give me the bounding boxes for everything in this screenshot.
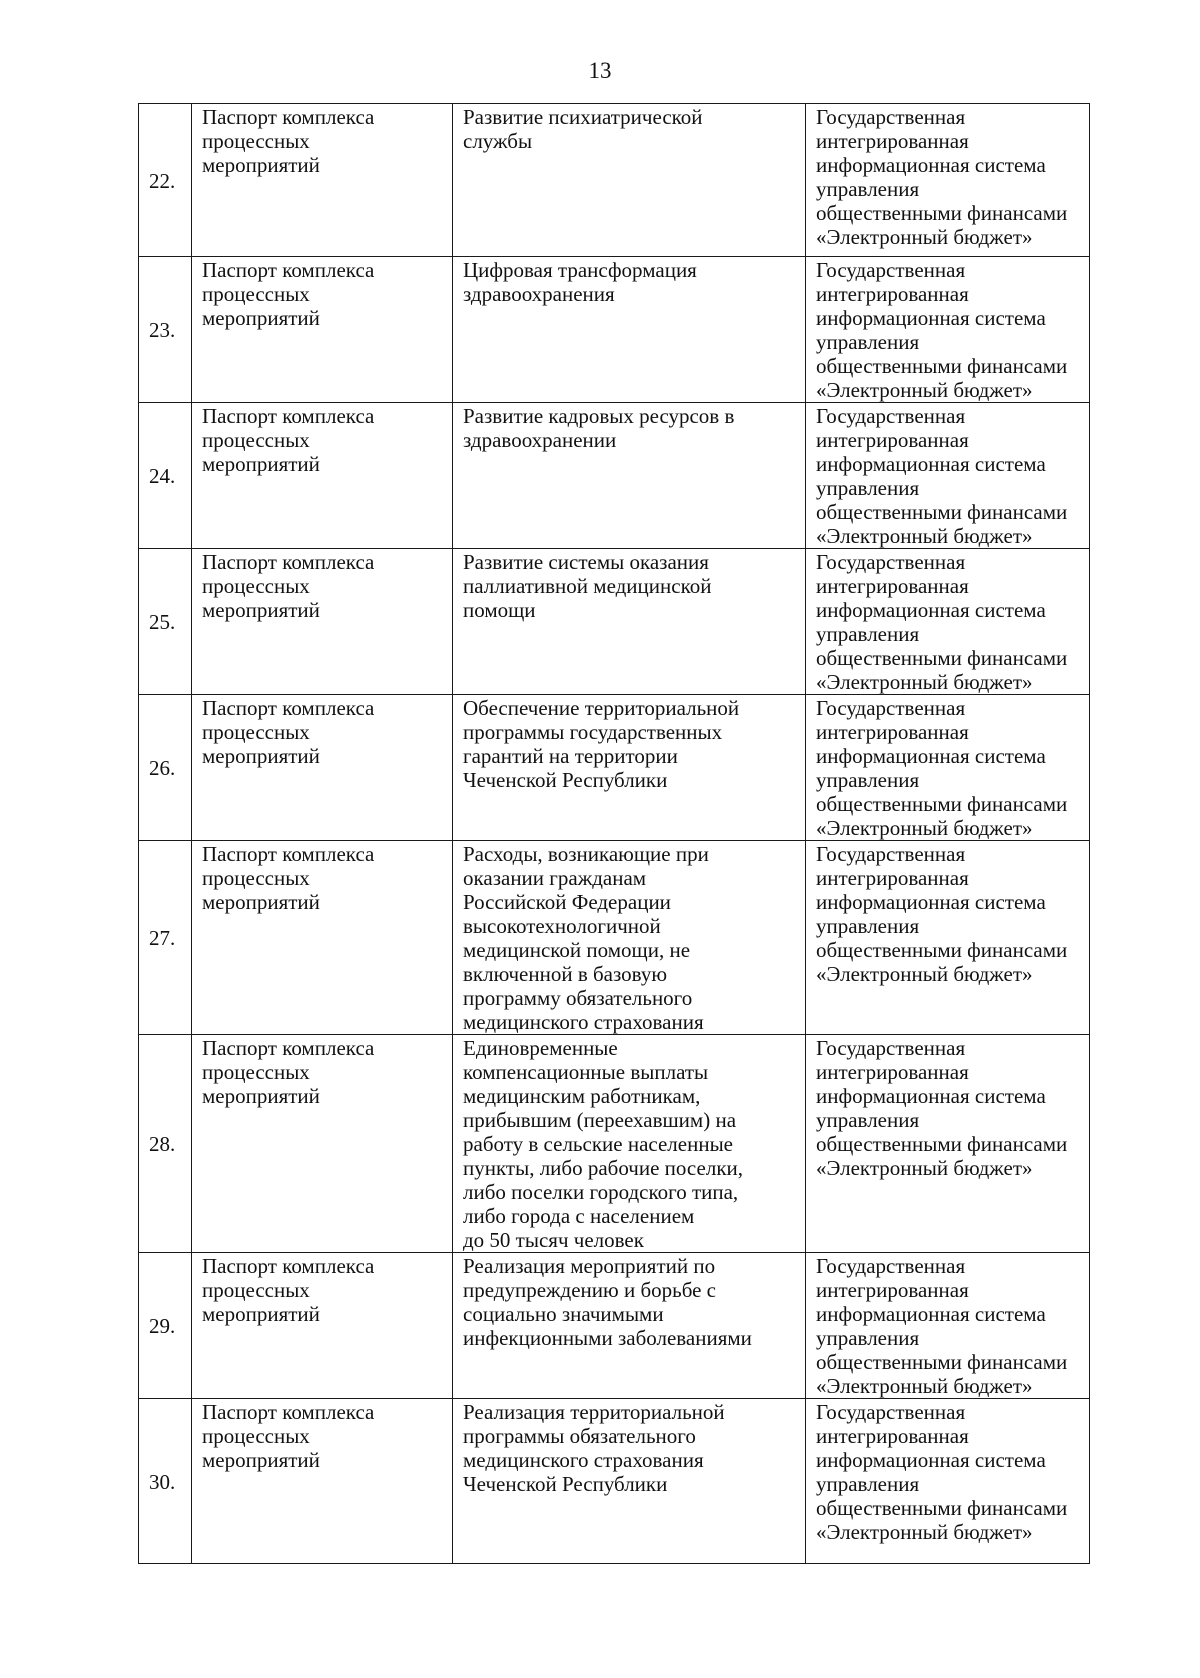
row-number: 23. — [139, 257, 192, 403]
document-type-cell — [192, 104, 453, 257]
event-name-text: Развитие кадровых ресурсов в здравоохранении — [463, 404, 735, 452]
information-system-cell — [806, 841, 1090, 1035]
event-name-text: Реализация мероприятий по предупреждению и борьбе с социально значимыми инфекционными заболеваниями — [463, 1254, 752, 1350]
information-system-text: Государственная интегрированная информационная система управления общественными финансами «Электронный бюджет» — [816, 550, 1068, 694]
table-row — [139, 1253, 1090, 1399]
event-name-cell — [453, 1035, 806, 1253]
document-type-text: Паспорт комплекса процессных мероприятий — [202, 258, 375, 330]
document-type-cell — [192, 1035, 453, 1253]
document-type-text: Паспорт комплекса процессных мероприятий — [202, 404, 375, 476]
document-type-cell — [192, 549, 453, 695]
event-name-text: Развитие системы оказания паллиативной медицинской помощи — [463, 550, 712, 622]
document-type-text: Паспорт комплекса процессных мероприятий — [202, 105, 375, 177]
information-system-text: Государственная интегрированная информационная система управления общественными финансами «Электронный бюджет» — [816, 258, 1068, 402]
table-row — [139, 403, 1090, 549]
document-type-text: Паспорт комплекса процессных мероприятий — [202, 696, 375, 768]
event-name-cell — [453, 1253, 806, 1399]
row-number: 22. — [139, 104, 192, 257]
event-name-text: Реализация территориальной программы обязательного медицинского страхования Чеченской Республики — [463, 1400, 725, 1496]
information-system-cell — [806, 403, 1090, 549]
document-type-cell — [192, 695, 453, 841]
information-system-text: Государственная интегрированная информационная система управления общественными финансами «Электронный бюджет» — [816, 1400, 1068, 1544]
table-row — [139, 549, 1090, 695]
event-name-text: Расходы, возникающие при оказании гражданам Российской Федерации высокотехнологичной медицинской помощи, не включенной в базовую программу обязательного медицинского страхования — [463, 842, 709, 1034]
event-name-cell — [453, 403, 806, 549]
row-number: 29. — [139, 1253, 192, 1399]
information-system-text: Государственная интегрированная информационная система управления общественными финансами «Электронный бюджет» — [816, 404, 1068, 548]
table-row — [139, 695, 1090, 841]
row-number: 25. — [139, 549, 192, 695]
information-system-cell — [806, 1399, 1090, 1564]
document-type-cell — [192, 1399, 453, 1564]
event-name-text: Развитие психиатрической службы — [463, 105, 703, 153]
event-name-cell — [453, 695, 806, 841]
row-number: 30. — [139, 1399, 192, 1564]
document-type-text: Паспорт комплекса процессных мероприятий — [202, 1254, 375, 1326]
information-system-text: Государственная интегрированная информационная система управления общественными финансами «Электронный бюджет» — [816, 105, 1068, 249]
table-row — [139, 104, 1090, 257]
information-system-text: Государственная интегрированная информационная система управления общественными финансами «Электронный бюджет» — [816, 1254, 1068, 1398]
row-number: 24. — [139, 403, 192, 549]
information-system-cell — [806, 1035, 1090, 1253]
event-name-text: Единовременные компенсационные выплаты медицинским работникам, прибывшим (переехавшим) на работу в сельские населенные пункты, либо рабочие поселки, либо поселки городского типа, либо города с населением до 50 тысяч человек — [463, 1036, 744, 1252]
table-row — [139, 1035, 1090, 1253]
document-type-text: Паспорт комплекса процессных мероприятий — [202, 550, 375, 622]
document-table — [138, 103, 1090, 1564]
information-system-cell — [806, 257, 1090, 403]
event-name-cell — [453, 841, 806, 1035]
event-name-cell — [453, 549, 806, 695]
information-system-cell — [806, 549, 1090, 695]
event-name-cell — [453, 1399, 806, 1564]
page-number: 13 — [588, 58, 612, 83]
row-number: 27. — [139, 841, 192, 1035]
row-number: 28. — [139, 1035, 192, 1253]
event-name-cell — [453, 104, 806, 257]
information-system-cell — [806, 695, 1090, 841]
table-row — [139, 1399, 1090, 1564]
event-name-cell — [453, 257, 806, 403]
table-row — [139, 257, 1090, 403]
event-name-text: Обеспечение территориальной программы государственных гарантий на территории Чеченской Республики — [463, 696, 740, 792]
event-name-text: Цифровая трансформация здравоохранения — [463, 258, 697, 306]
document-type-cell — [192, 403, 453, 549]
information-system-cell — [806, 1253, 1090, 1399]
document-type-cell — [192, 257, 453, 403]
information-system-cell — [806, 104, 1090, 257]
document-type-text: Паспорт комплекса процессных мероприятий — [202, 1400, 375, 1472]
document-type-text: Паспорт комплекса процессных мероприятий — [202, 1036, 375, 1108]
table-row — [139, 841, 1090, 1035]
row-number: 26. — [139, 695, 192, 841]
information-system-text: Государственная интегрированная информационная система управления общественными финансами «Электронный бюджет» — [816, 1036, 1068, 1180]
information-system-text: Государственная интегрированная информационная система управления общественными финансами «Электронный бюджет» — [816, 842, 1068, 986]
document-type-cell — [192, 1253, 453, 1399]
information-system-text: Государственная интегрированная информационная система управления общественными финансами «Электронный бюджет» — [816, 696, 1068, 840]
document-type-cell — [192, 841, 453, 1035]
document-type-text: Паспорт комплекса процессных мероприятий — [202, 842, 375, 914]
